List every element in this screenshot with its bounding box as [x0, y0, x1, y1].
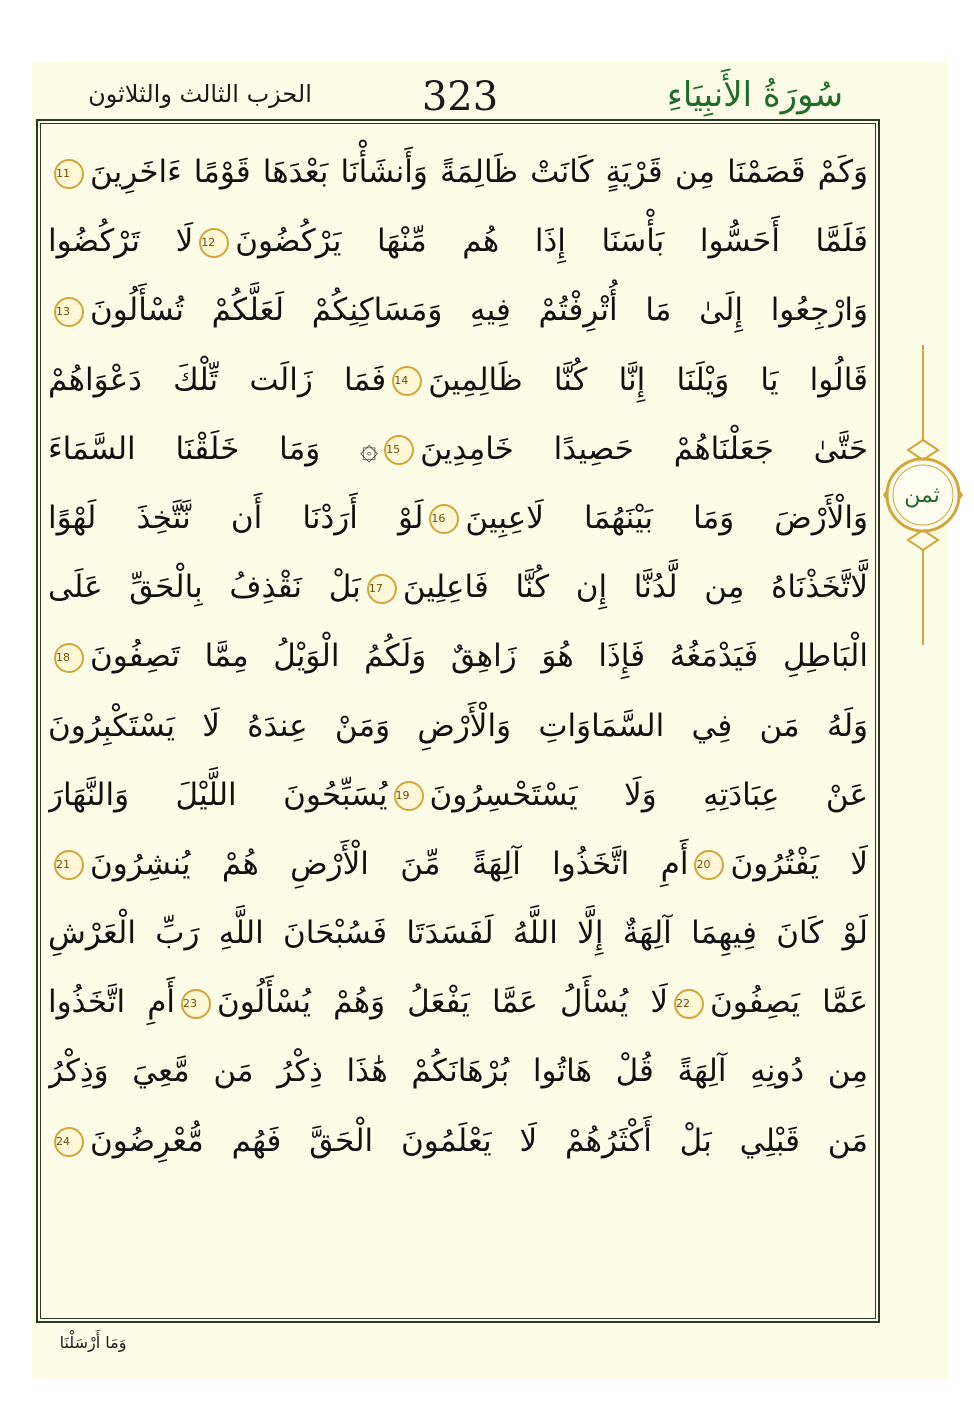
verse-text: وَالْأَرْضَ وَمَا بَيْنَهُمَا لَاعِبِينَ [465, 499, 868, 536]
verse-line [48, 138, 868, 207]
verse-text: فَمَا زَالَت تِّلْكَ دَعْوَاهُمْ [48, 361, 387, 398]
verse-line [48, 761, 868, 830]
verse-line [48, 415, 868, 484]
ayah-number-marker: 11 [54, 159, 84, 189]
verse-text: ۞ وَمَا خَلَقْنَا السَّمَاءَ [48, 430, 379, 467]
verse-text: لَا يُسْأَلُ عَمَّا يَفْعَلُ وَهُمْ يُسْأَلُونَ [217, 984, 669, 1021]
verse-text: حَتَّىٰ جَعَلْنَاهُمْ حَصِيدًا خَامِدِينَ [420, 430, 868, 467]
verse-line [48, 968, 868, 1037]
verse-text: بَلْ نَقْذِفُ بِالْحَقِّ عَلَى [48, 569, 361, 606]
verse-text: لَا يَفْتُرُونَ [730, 845, 868, 882]
ayah-number-marker: 14 [392, 366, 422, 396]
verse-text: أَمِ اتَّخَذُوا آلِهَةً مِّنَ الْأَرْضِ هُمْ يُنشِرُونَ [90, 845, 689, 882]
verse-text: الْبَاطِلِ فَيَدْمَغُهُ فَإِذَا هُوَ زَاهِقٌ وَلَكُمُ الْوَيْلُ مِمَّا تَصِفُونَ [90, 638, 868, 675]
ayah-number-marker: 19 [394, 781, 424, 811]
ayah-number-marker: 16 [429, 504, 459, 534]
verse-line [48, 276, 868, 345]
verse-text: أَمِ اتَّخَذُوا [48, 984, 176, 1021]
ayah-number-marker: 17 [367, 574, 397, 604]
verse-text: مَن قَبْلِي بَلْ أَكْثَرُهُمْ لَا يَعْلَمُونَ الْحَقَّ فَهُم مُّعْرِضُونَ [90, 1122, 868, 1159]
verse-line [48, 1037, 868, 1106]
verse-line [48, 830, 868, 899]
verse-text: لَوْ أَرَدْنَا أَن نَّتَّخِذَ لَهْوًا [48, 499, 424, 536]
ayah-number-marker: 22 [674, 989, 704, 1019]
ayah-number-marker: 23 [181, 989, 211, 1019]
page-number: 323 [421, 74, 499, 120]
verse-text: لَوْ كَانَ فِيهِمَا آلِهَةٌ إِلَّا اللَّهُ لَفَسَدَتَا فَسُبْحَانَ اللَّهِ رَبِّ الْعَرْشِ [48, 915, 868, 952]
verse-line [48, 553, 868, 622]
ayah-number-marker: 18 [54, 643, 84, 673]
verse-line [48, 346, 868, 415]
verse-lines [48, 138, 868, 1176]
ayah-number-marker: 21 [54, 850, 84, 880]
ayah-number-marker: 13 [54, 297, 84, 327]
verse-text: عَنْ عِبَادَتِهِ وَلَا يَسْتَحْسِرُونَ [429, 776, 868, 813]
verse-text: مِن دُونِهِ آلِهَةً قُلْ هَاتُوا بُرْهَانَكُمْ هَٰذَا ذِكْرُ مَن مَّعِيَ وَذِكْرُ [48, 1053, 868, 1090]
verse-text: وَارْجِعُوا إِلَىٰ مَا أُتْرِفْتُمْ فِيهِ وَمَسَاكِنِكُمْ لَعَلَّكُمْ تُسْأَلُونَ [90, 292, 868, 329]
ayah-number-marker: 15 [384, 435, 414, 465]
verse-line [48, 692, 868, 761]
verse-text: عَمَّا يَصِفُونَ [710, 984, 868, 1021]
ayah-number-marker: 20 [694, 850, 724, 880]
verse-text: يُسَبِّحُونَ اللَّيْلَ وَالنَّهَارَ [48, 776, 388, 813]
verse-text: لَّاتَّخَذْنَاهُ مِن لَّدُنَّا إِن كُنَّا فَاعِلِينَ [402, 569, 868, 606]
verse-line [48, 622, 868, 691]
verse-line [48, 899, 868, 968]
verse-line [48, 1107, 868, 1176]
verse-text: فَلَمَّا أَحَسُّوا بَأْسَنَا إِذَا هُم مِّنْهَا يَرْكُضُونَ [235, 223, 868, 260]
verse-line [48, 207, 868, 276]
footer-catchword: وَمَا أَرْسَلْنَا [59, 1333, 127, 1352]
verse-text: وَكَمْ قَصَمْنَا مِن قَرْيَةٍ كَانَتْ ظَالِمَةً وَأَنشَأْنَا بَعْدَهَا قَوْمًا ءَاخَرِينَ [90, 154, 868, 190]
ayah-number-marker: 24 [54, 1127, 84, 1157]
verse-text: وَلَهُ مَن فِي السَّمَاوَاتِ وَالْأَرْضِ وَمَنْ عِندَهُ لَا يَسْتَكْبِرُونَ [48, 707, 868, 744]
verse-text: لَا تَرْكُضُوا [48, 223, 194, 260]
thumn-label: ثمن [904, 483, 940, 508]
ayah-number-marker: 12 [199, 228, 229, 258]
verse-text: قَالُوا يَا وَيْلَنَا إِنَّا كُنَّا ظَالِمِينَ [428, 361, 868, 398]
hizb-label: الحزب الثالث والثلاثون [88, 80, 312, 108]
verse-line [48, 484, 868, 553]
surah-name: سُورَةُ الأَنبِيَاءِ [666, 75, 844, 115]
